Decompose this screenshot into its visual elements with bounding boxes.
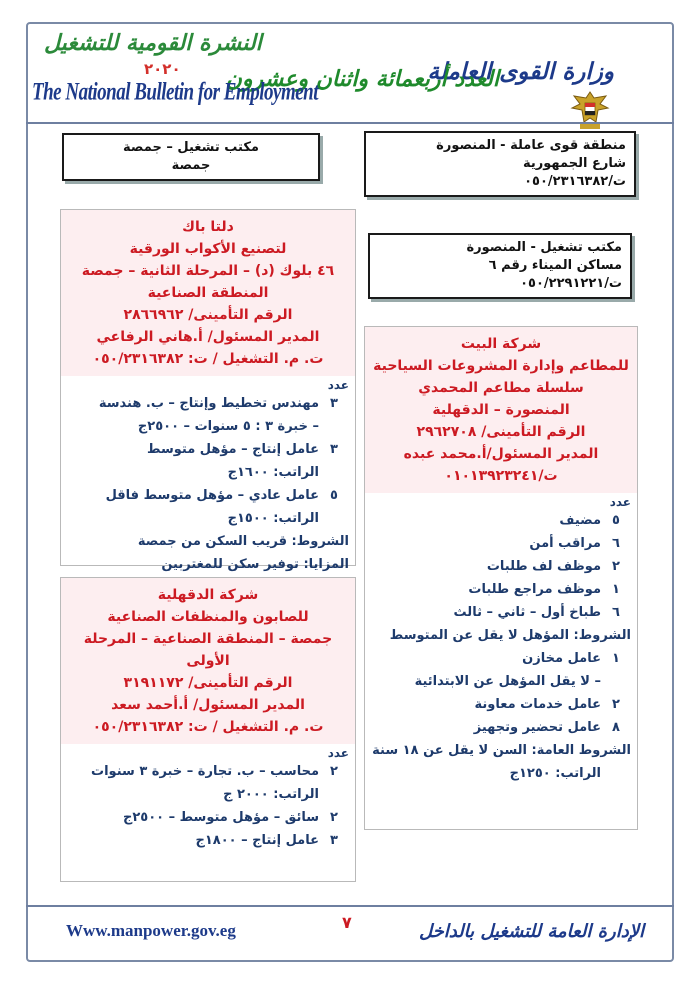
office-line: مكتب تشغيل – جمصة bbox=[123, 140, 259, 155]
job-item: – خبرة ٣ : ٥ سنوات – ٢٥٠٠ج bbox=[137, 419, 319, 434]
page-header bbox=[26, 22, 674, 122]
page-footer bbox=[26, 905, 674, 962]
company-insurance-number: الرقم التأمينى/ ٢٨٦٦٩٦٢ bbox=[123, 307, 293, 323]
job-benefits: المزايا: توفير سكن للمغتربين bbox=[161, 557, 349, 572]
company-address: المنطقة الصناعية bbox=[147, 285, 269, 301]
company-card-dakahlia bbox=[60, 577, 356, 882]
office-box-gamasa bbox=[62, 133, 320, 181]
eagle-emblem-icon bbox=[568, 88, 612, 132]
job-item: ١ موظف مراجع طلبات bbox=[468, 582, 620, 597]
job-item: ١ عامل مخازن bbox=[522, 651, 620, 666]
bulletin-year: ٢٠٢٠ bbox=[144, 60, 181, 78]
job-item: ٥ عامل عادي – مؤهل متوسط فاقل bbox=[105, 488, 338, 503]
company-address: الأولى bbox=[186, 653, 230, 669]
company-address: المنصورة – الدقهلية bbox=[432, 402, 570, 418]
job-item: ٣ مهندس تخطيط وإنتاج – ب. هندسة bbox=[98, 396, 338, 411]
department-name: الإدارة العامة للتشغيل بالداخل bbox=[418, 921, 644, 942]
company-header bbox=[61, 210, 355, 376]
ministry-name: وزارة القوى العاملة bbox=[427, 58, 614, 85]
website-link[interactable]: Www.manpower.gov.eg bbox=[66, 921, 236, 940]
company-phone: ت. م. التشغيل / ت: ٠٥٠/٢٣١٦٣٨٢ bbox=[92, 719, 324, 735]
issue-number: العدد أربعمائة واثنان وعشرون bbox=[225, 66, 499, 92]
bulletin-title-arabic: النشرة القومية للتشغيل bbox=[44, 30, 262, 56]
office-line: ت/٠٥٠/٢٣١٦٣٨٢ bbox=[524, 174, 626, 189]
office-line: مكتب تشغيل - المنصورة bbox=[466, 240, 622, 255]
company-phone: ت/٠١٠١٣٩٢٣٢٤١ bbox=[444, 468, 558, 484]
company-manager: المدير المسئول/أ.محمد عبده bbox=[403, 446, 599, 462]
job-conditions: الشروط: قريب السكن من جمصة bbox=[137, 534, 349, 549]
company-card-delta-pack bbox=[60, 209, 356, 572]
company-activity: لتصنيع الأكواب الورقية bbox=[129, 241, 287, 257]
company-address: جمصة – المنطقة الصناعية – المرحلة bbox=[83, 631, 333, 647]
office-line: مساكن الميناء رقم ٦ bbox=[488, 258, 622, 273]
job-item: ٢ سائق – مؤهل متوسط – ٢٥٠٠ج bbox=[122, 810, 338, 825]
company-insurance-number: الرقم التأمينى/ ٢٩٦٢٧٠٨ bbox=[416, 424, 586, 440]
office-box-mansoura-region bbox=[364, 131, 636, 197]
company-name: شركة الدقهلية bbox=[157, 587, 259, 603]
job-item: الراتب: ٢٠٠٠ ج bbox=[223, 787, 319, 802]
company-manager: المدير المسئول/ أ.أحمد سعد bbox=[111, 697, 305, 713]
job-item: – لا يقل المؤهل عن الابتدائية bbox=[414, 674, 601, 689]
company-chain: سلسلة مطاعم المحمدي bbox=[418, 380, 584, 396]
job-item: ٦ طباخ أول – ثاني – ثالث bbox=[453, 605, 620, 620]
job-item: ٥ مضيف bbox=[559, 513, 620, 528]
count-header: عدد bbox=[609, 495, 631, 509]
job-list bbox=[61, 392, 355, 576]
office-line: ت/٠٥٠/٢٢٩١٢٢١ bbox=[520, 276, 622, 291]
company-address: ٤٦ بلوك (د) – المرحلة الثانية – جمصة bbox=[81, 263, 335, 279]
office-line: شارع الجمهورية bbox=[523, 156, 626, 171]
company-name: شركة البيت bbox=[460, 336, 542, 352]
header-divider bbox=[26, 122, 674, 124]
job-list bbox=[61, 760, 355, 852]
job-general-conditions: الشروط العامة: السن لا يقل عن ١٨ سنة bbox=[372, 743, 631, 758]
job-item: ٨ عامل تحضير وتجهيز bbox=[473, 720, 620, 735]
job-item: ٦ مراقب أمن bbox=[529, 536, 620, 551]
job-item: ٢ محاسب – ب. تجارة – خبرة ٣ سنوات bbox=[91, 764, 338, 779]
job-salary: الراتب: ١٢٥٠ج bbox=[509, 766, 601, 781]
company-activity: للمطاعم وإدارة المشروعات السياحية bbox=[373, 358, 629, 374]
company-insurance-number: الرقم التأمينى/ ٣١٩١١٧٢ bbox=[123, 675, 293, 691]
company-phone: ت. م. التشغيل / ت: ٠٥٠/٢٣١٦٣٨٢ bbox=[92, 351, 324, 367]
company-name: دلتا باك bbox=[182, 219, 234, 235]
job-conditions: الشروط: المؤهل لا يقل عن المتوسط bbox=[389, 628, 631, 643]
job-item: ٢ موظف لف طلبات bbox=[486, 559, 620, 574]
job-item: ٣ عامل إنتاج – ١٨٠٠ج bbox=[195, 833, 338, 848]
office-line: جمصة bbox=[171, 158, 211, 173]
job-item: الراتب: ١٦٠٠ج bbox=[227, 465, 319, 480]
count-header: عدد bbox=[327, 746, 349, 760]
count-header: عدد bbox=[327, 378, 349, 392]
job-item: ٢ عامل خدمات معاونة bbox=[474, 697, 620, 712]
company-header bbox=[365, 327, 637, 493]
bulletin-title-english: The National Bulletin for Employment bbox=[32, 78, 319, 107]
job-item: ٣ عامل إنتاج – مؤهل متوسط bbox=[147, 442, 338, 457]
page-number: ٧ bbox=[342, 913, 352, 932]
office-line: منطقة قوى عاملة - المنصورة bbox=[436, 138, 626, 153]
office-box-mansoura-employment bbox=[368, 233, 632, 299]
company-activity: للصابون والمنظفات الصناعية bbox=[107, 609, 309, 625]
company-manager: المدير المسئول/ أ.هاني الرفاعي bbox=[96, 329, 320, 345]
company-header bbox=[61, 578, 355, 744]
job-item: الراتب: ١٥٠٠ج bbox=[227, 511, 319, 526]
job-list bbox=[365, 509, 637, 785]
company-card-al-beit bbox=[364, 326, 638, 830]
